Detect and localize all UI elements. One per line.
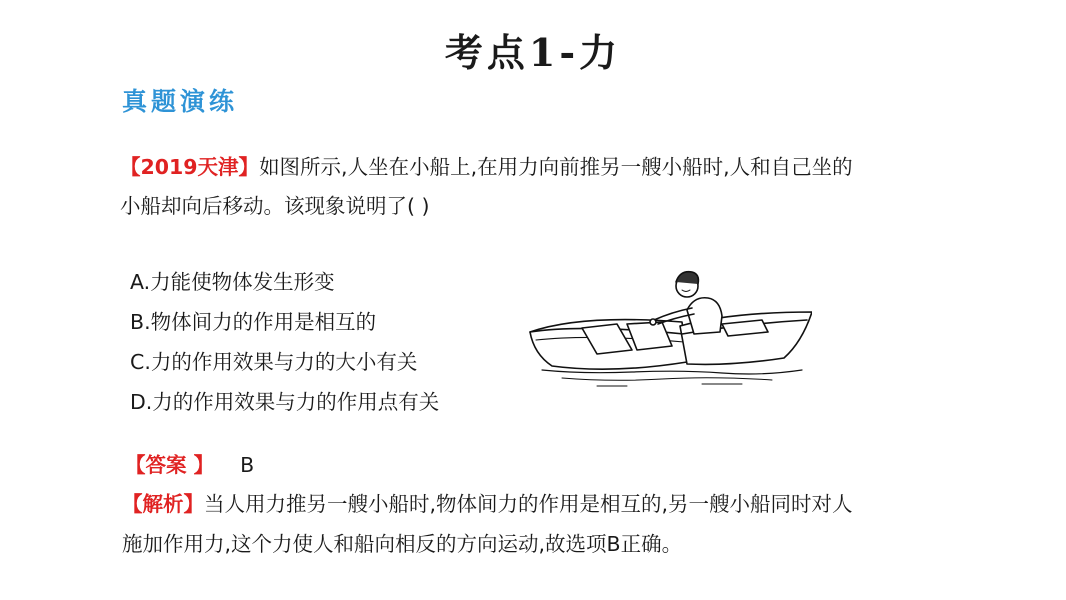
boat-push-illustration (522, 262, 812, 397)
analysis-text: 当人用力推另一艘小船时,物体间力的作用是相互的,另一艘小船同时对人施加作用力,这个力使人和船向相反的方向运动,故选项B正确。 (122, 492, 853, 556)
question-block (120, 148, 860, 226)
analysis-tag: 【解析】 (122, 492, 204, 516)
question-text: 如图所示,人坐在小船上,在用力向前推另一艘小船时,人和自己坐的小船却向后移动。该现象说明了( ) (120, 155, 853, 218)
section-subtitle: 真题演练 (122, 87, 239, 116)
option-d: D.力的作用效果与力的作用点有关 (130, 390, 440, 414)
question-source-tag: 【2019天津】 (120, 155, 260, 179)
option-c: C.力的作用效果与力的大小有关 (130, 350, 418, 374)
answer-value: B (240, 453, 255, 477)
page-title: 考点1-力 (444, 30, 622, 75)
answer-tag: 【答案 】 (125, 453, 215, 477)
answer-block (125, 447, 254, 483)
analysis-block (122, 484, 862, 564)
options-list (130, 262, 439, 422)
option-a: A.力能使物体发生形变 (130, 270, 335, 294)
option-b: B.物体间力的作用是相互的 (130, 310, 377, 334)
